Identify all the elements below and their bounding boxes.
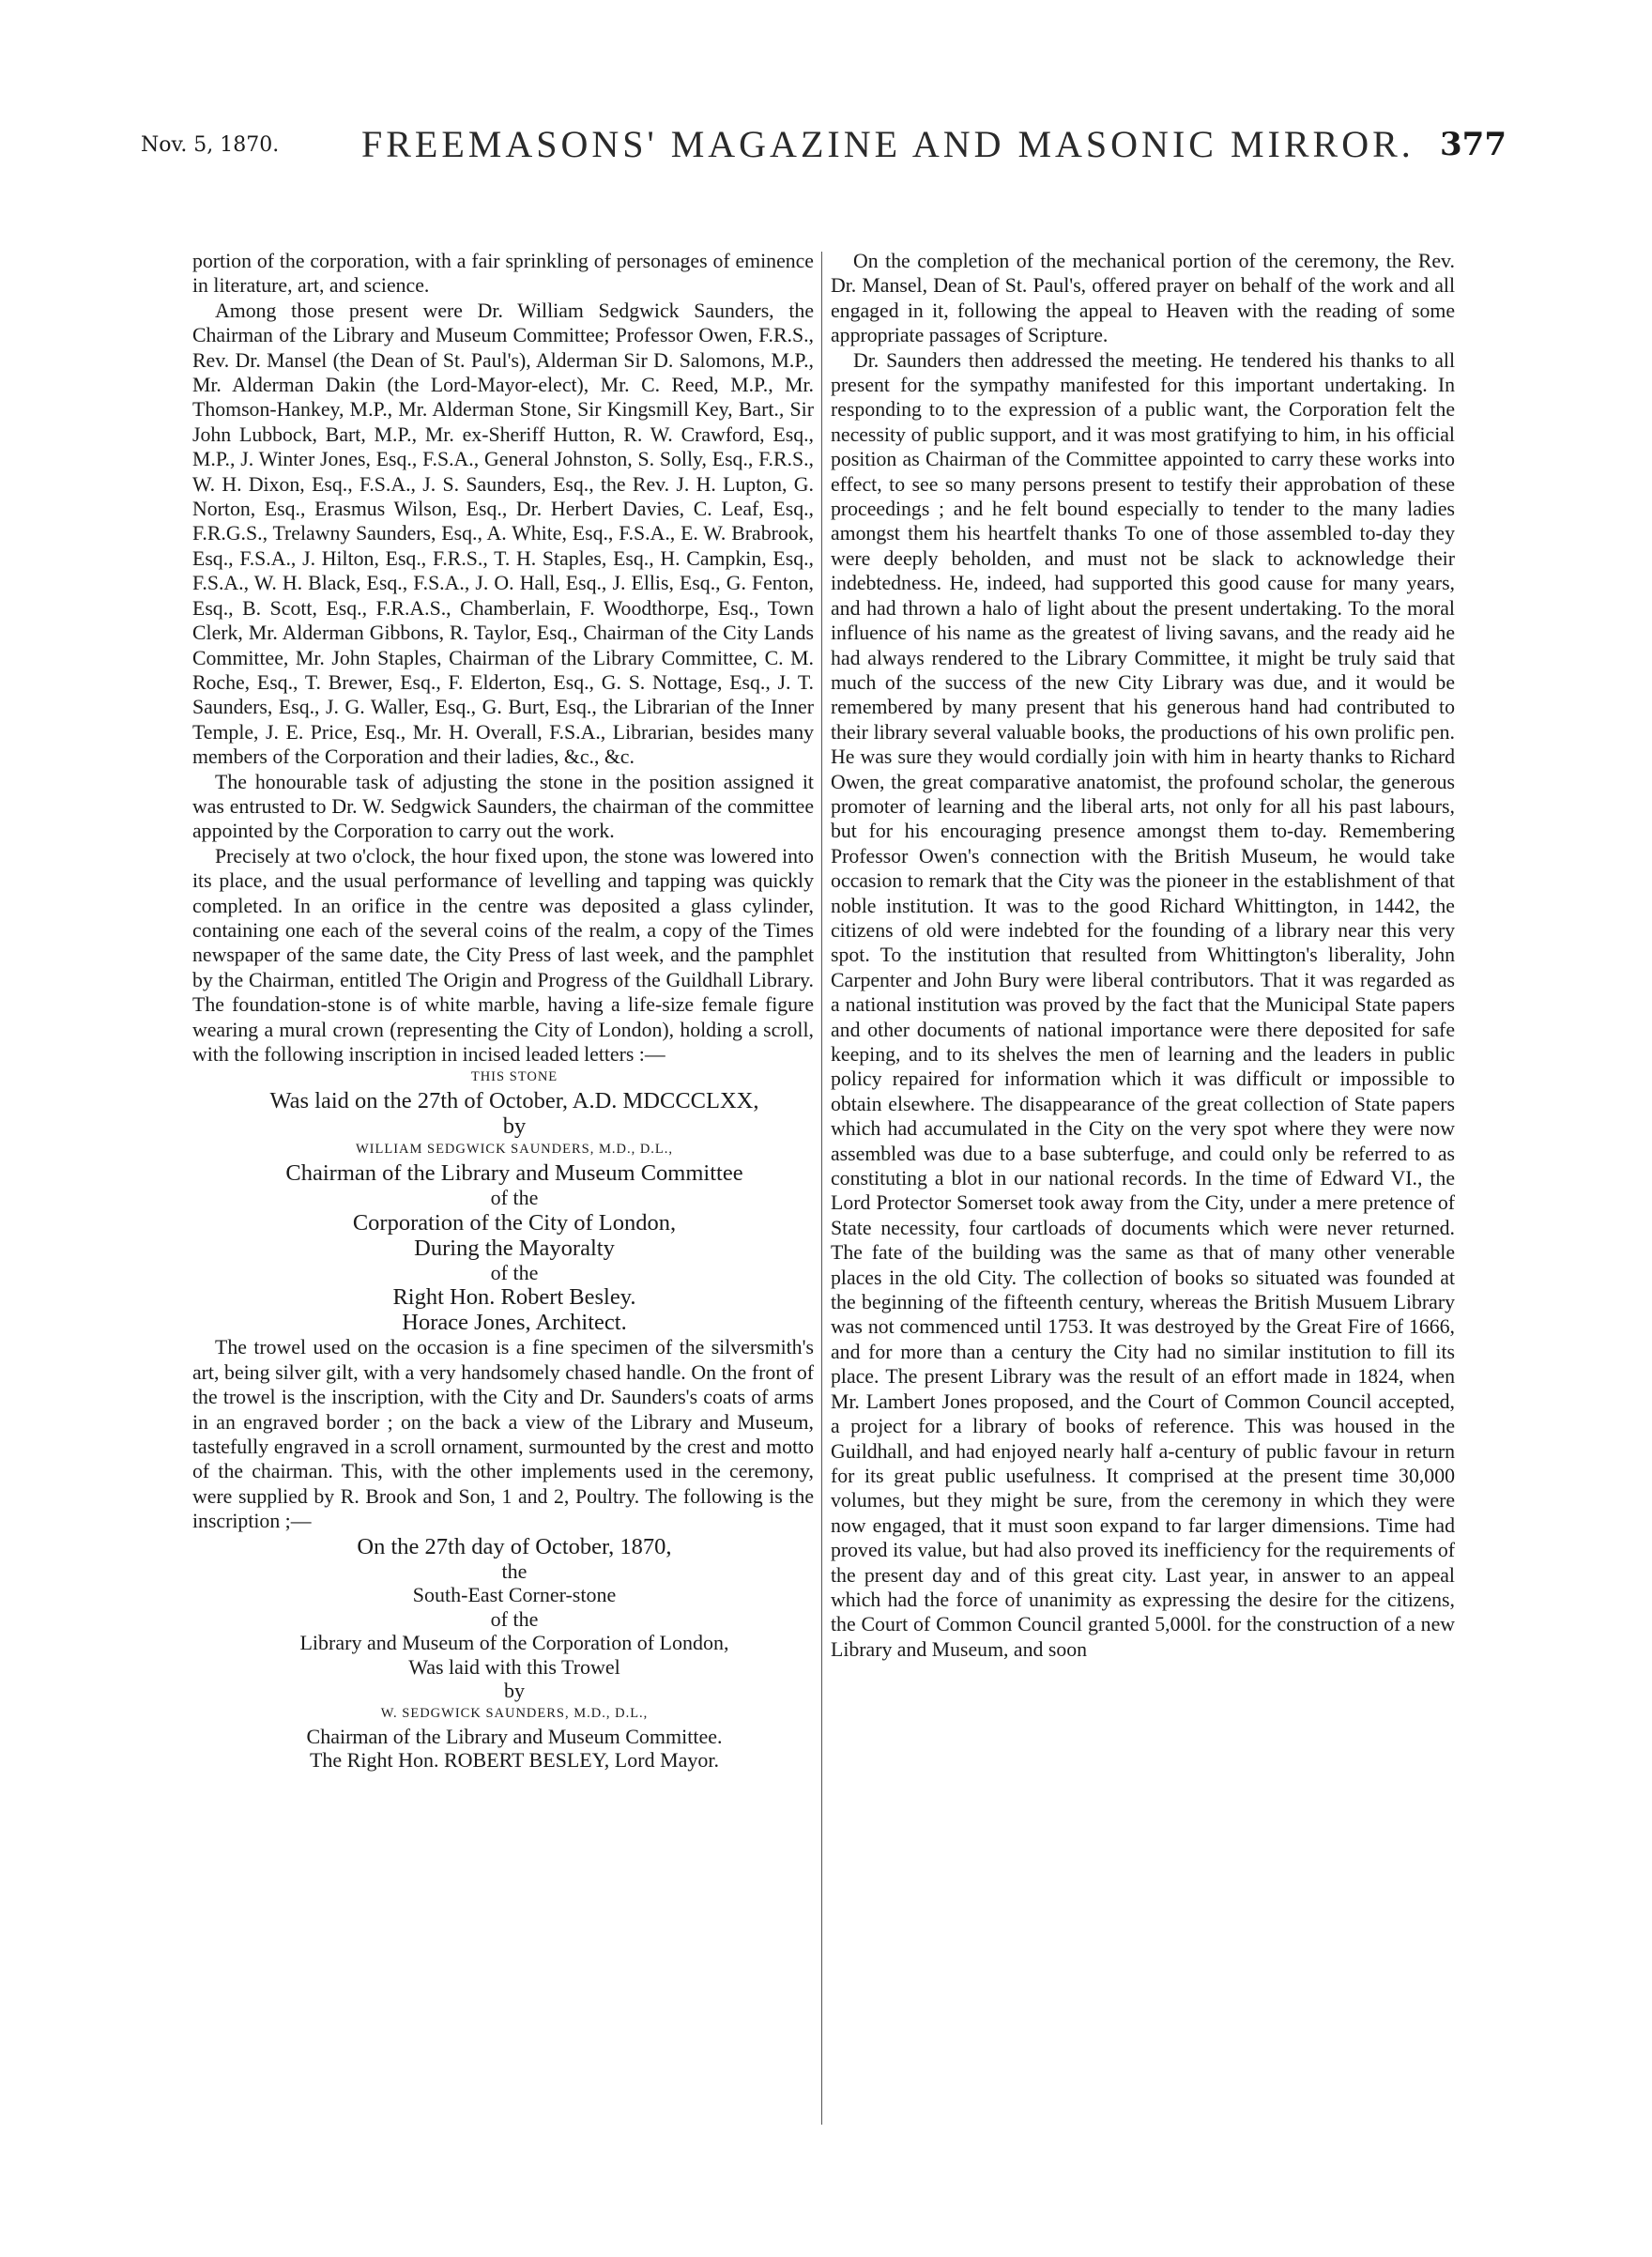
inscription-line: W. SEDGWICK SAUNDERS, M.D., D.L., xyxy=(380,1705,649,1721)
inscription-line: Right Hon. Robert Besley. xyxy=(392,1284,636,1311)
paragraph: portion of the corporation, with a fair sprinkling of personages of eminence in literature, art, and science. xyxy=(192,250,814,298)
inscription-line: Chairman of the Library and Museum Committee. xyxy=(306,1724,723,1748)
inscription-line: the xyxy=(501,1558,528,1583)
paragraph: The trowel used on the occasion is a fine specimen of the silversmith's art, being silver gilt, with a very handsomely chased handle. On the front of the trowel is the inscription, with the City and Dr. Saunders's coats of arms in an engraved border ; on the back a view of the Library and Museum, tastefully engraved in a scroll ornament, surmounted by the crest and motto of the chairman. This, with the other implements used in the ceremony, were supplied by R. Brook and Son, 1 and 2, Poultry. The following is the inscription ;— xyxy=(192,1336,814,1533)
masthead-title: FREEMASONS' MAGAZINE AND MASONIC MIRROR. xyxy=(361,123,1415,165)
stone-inscription xyxy=(192,1067,814,1335)
inscription-line: of the xyxy=(490,1186,539,1210)
inscription-line: On the 27th day of October, 1870, xyxy=(357,1533,672,1559)
paragraph: Precisely at two o'clock, the hour fixed upon, the stone was lowered into its place, and the usual performance of levelling and tapping was quickly completed. In an orifice in the centre was deposited a glass cylinder, containing one each of the several coins of the realm, a copy of the Times newspaper of the same date, the City Press of last week, and the pamphlet by the Chairman, entitled The Origin and Progress of the Guildhall Library. The foundation-stone is of white marble, having a life-size female figure wearing a mural crown (representing the City of London), holding a scroll, with the following inscription in incised leaded letters :— xyxy=(192,844,814,1066)
left-column xyxy=(192,249,814,2136)
column-divider xyxy=(821,252,822,2125)
inscription-line: Horace Jones, Architect. xyxy=(402,1310,627,1336)
paragraph: Among those present were Dr. William Sedgwick Saunders, the Chairman of the Library and Museum Committee; Professor Owen, F.R.S., Rev. Dr. Mansel (the Dean of St. Paul's), Alderman Sir D. Salomons, M.P., Mr. Alderman Dakin (the Lord-Mayor-elect), Mr. C. Reed, M.P., Mr. Thomson-Hankey, M.P., Mr. Alderman Stone, Sir Kingsmill Key, Bart., Sir John Lubbock, Bart, M.P., Mr. ex-Sheriff Hutton, R. W. Crawford, Esq., M.P., J. Winter Jones, Esq., F.S.A., General Johnston, S. Solly, Esq., F.R.S., W. H. Dixon, Esq., F.S.A., J. S. Saunders, Esq., the Rev. J. H. Lupton, G. Norton, Esq., Erasmus Wilson, Esq., Dr. Herbert Davies, C. Leaf, Esq., F.R.G.S., Trelawny Saunders, Esq., A. White, Esq., F.S.A., E. W. Brabrook, Esq., F.S.A., J. Hilton, Esq., F.R.S., T. H. Staples, Esq., H. Campkin, Esq., F.S.A., W. H. Black, Esq., F.S.A., J. O. Hall, Esq., J. Ellis, Esq., G. Fenton, Esq., B. Scott, Esq., F.R.A.S., Chamberlain, F. Woodthorpe, Esq., Town Clerk, Mr. Alderman Gibbons, R. Taylor, Esq., Chairman of the City Lands Committee, Mr. John Staples, Chairman of the Library Committee, C. M. Roche, Esq., T. Brewer, Esq., F. Elderton, Esq., G. S. Nottage, Esq., J. T. Saunders, Esq., J. G. Waller, Esq., G. Burt, Esq., the Librarian of the Inner Temple, J. E. Price, Esq., Mr. H. Overall, F.S.A., Librarian, besides many members of the Corporation and their ladies, &c., &c. xyxy=(192,299,814,769)
inscription-line: WILLIAM SEDGWICK SAUNDERS, M.D., D.L., xyxy=(355,1142,674,1158)
inscription-line: of the xyxy=(490,1606,539,1631)
inscription-line: South-East Corner-stone xyxy=(412,1583,617,1607)
inscription-line: Was laid with this Trowel xyxy=(408,1654,620,1679)
issue-date: Nov. 5, 1870. xyxy=(141,133,280,157)
page-number: 377 xyxy=(1440,126,1507,163)
inscription-line: Was laid on the 27th of October, A.D. MDCCCLXX, xyxy=(269,1088,759,1114)
paragraph: On the completion of the mechanical portion of the ceremony, the Rev. Dr. Mansel, Dean of St. Paul's, offered prayer on behalf of the work and all engaged in it, following the appeal to Heaven with the reading of some appropriate passages of Scripture. xyxy=(831,250,1455,347)
inscription-line: Library and Museum of the Corporation of London, xyxy=(299,1631,729,1655)
paragraph: Dr. Saunders then addressed the meeting. He tendered his thanks to all present for the sympathy manifested for this important undertaking. In responding to to the expression of a public want, the Corporation felt the necessity of public support, and it was most gratifying to him, in his official position as Chairman of the Committee appointed to carry these works into effect, to see so many persons present to testify their approbation of these proceedings ; and he felt bound especially to tender to the many ladies amongst them his heartfelt thanks To one of those assembled to-day they were deeply beholden, and must not be slack to acknowledge their indebtedness. He, indeed, had supported this good cause for many years, and had thrown a halo of light about the present undertaking. To the moral influence of his name as the greatest of living savans, and the ready aid he had always rendered to the Library Committee, it might be truly said that much of the success of the new City Library was due, and it would be remembered by many present that his generous hand had contributed to their library several valuable books, the productions of his own prolific pen. He was sure they would cordially join with him in hearty thanks to Richard Owen, the great comparative anatomist, the profound scholar, the generous promoter of learning and the liberal arts, not only for all his past labours, but for his encouraging presence amongst them to-day. Remembering Professor Owen's connection with the British Museum, he would take occasion to remark that the City was the pioneer in the establishment of that noble institution. It was to the good Richard Whittington, in 1442, the citizens of old were indebted for the founding of a library near this very spot. To the institution that resulted from Whittington's liberality, John Carpenter and John Bury were liberal contributors. That it was regarded as a national institution was proved by the fact that the Municipal State papers and other documents of national importance were there deposited for safe keeping, and to its shelves the men of learning and the leaders in public policy repaired for information which it was difficult or impossible to obtain elsewhere. The disappearance of the great collection of State papers which had accumulated in the City on the very spot where they were now assembled was due to a base subterfuge, and could only be referred to as constituting a blot in our national records. In the time of Edward VI., the Lord Protector Somerset took away from the City, under a mere pretence of State necessity, four cartloads of documents which were never returned. The fate of the building was the same as that of many other venerable places in the old City. The collection of books so situated was founded at the beginning of the fifteenth century, whereas the British Musuem Library was not commenced until 1753. It was destroyed by the Great Fire of 1666, and for more than a century the City had no similar institution to fill its place. The present Library was the result of an effort made in 1824, when Mr. Lambert Jones proposed, and the Court of Common Council accepted, a project for a library of books of reference. This was housed in the Guildhall, and had enjoyed nearly half a-century of public favour in return for its great public usefulness. It comprised at the present time 30,000 volumes, but they might be sure, from the ceremony in which they were now engaged, that it must soon expand to far larger dimensions. Time had proved its value, but had also proved its inefficiency for the requirements of the present day and of this great city. Last year, in answer to an appeal which had the force of unanimity as expressing the desire for the citizens, the Court of Common Council granted 5,000l. for the construction of a new Library and Museum, and soon xyxy=(831,348,1455,1661)
inscription-line: by xyxy=(504,1679,525,1703)
trowel-inscription xyxy=(192,1534,814,1773)
inscription-line: The Right Hon. ROBERT BESLEY, Lord Mayor. xyxy=(309,1748,720,1773)
right-column xyxy=(831,249,1455,2136)
inscription-line: During the Mayoralty xyxy=(414,1235,615,1261)
page-header xyxy=(141,122,1507,178)
inscription-line: of the xyxy=(490,1260,539,1284)
inscription-line: THIS STONE xyxy=(470,1069,558,1085)
inscription-line: by xyxy=(502,1113,527,1140)
inscription-line: Chairman of the Library and Museum Committee xyxy=(285,1160,743,1187)
inscription-line: Corporation of the City of London, xyxy=(352,1209,677,1236)
paragraph: The honourable task of adjusting the stone in the position assigned it was entrusted to Dr. W. Sedgwick Saunders, the chairman of the committee appointed by the Corporation to carry out the work. xyxy=(192,770,814,843)
